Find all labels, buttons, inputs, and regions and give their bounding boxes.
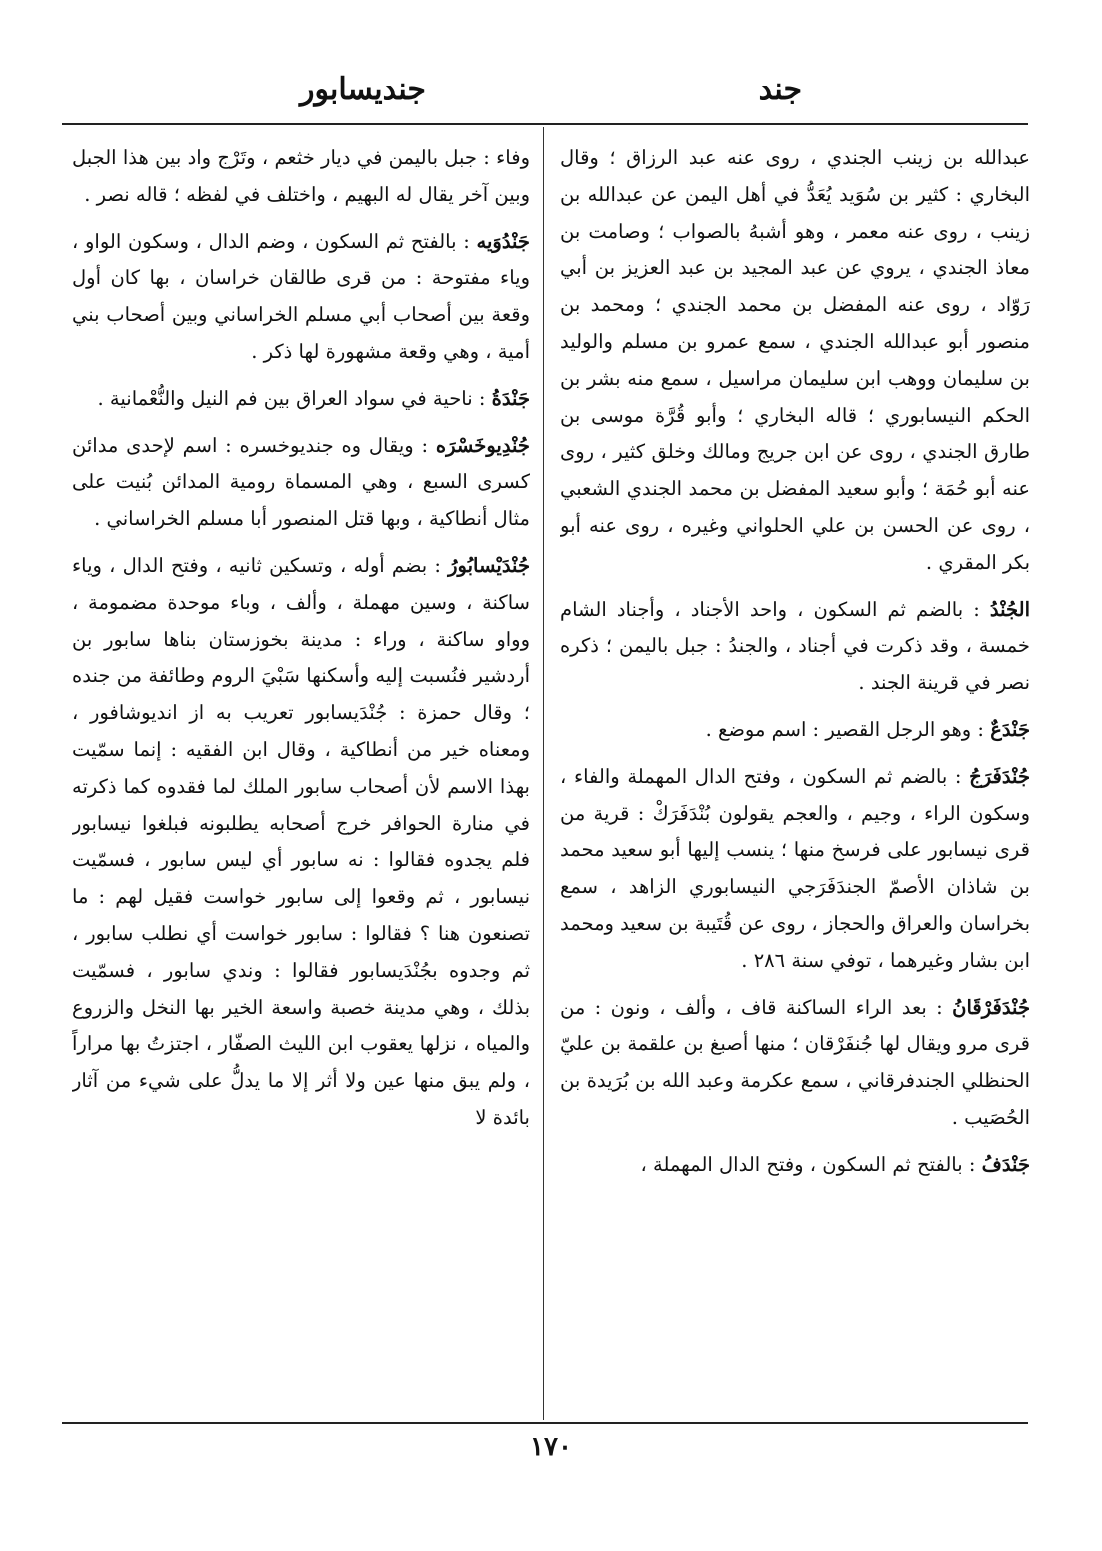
entry-jundiyukhusrah: جُنْدِيوخَسْرَه : ويقال وه جنديوخسره : اسم لإحدى مدائن كسرى السبع ، وهي المسماة رومية المدائن بُنيت على مثال أنطاكية ، وبها قتل المنصور أبا مسلم الخراساني . (72, 433, 530, 531)
entry-continuation: عبدالله بن زينب الجندي ، روى عنه عبد الرزاق ؛ وقال البخاري : كثير بن سُوَيد يُعَدُّ في أهل اليمن عن عبدالله بن زينب ، روى عنه معمر ، وهو أشبهُ بالصواب ؛ وصامت بن معاذ الجندي ، يروي عن عبد المجيد بن عبد العزيز بن أبي رَوّاد ، روى عنه المفضل بن محمد الجندي ؛ ومحمد بن منصور أبو عبدالله الجندي ، سمع عمرو بن مسلم والوليد بن سليمان ووهب ابن سليمان مراسيل ، سمع منه بشر بن الحكم النيسابوري ؛ قاله البخاري ؛ وأبو قُرَّة موسى بن طارق الجندي ، روى عن ابن جريج ومالك وخلق كثير ، روى عنه أبو حُمَة ؛ وأبو سعيد المفضل بن محمد الجندي الشعبي ، روى عن الحسن بن علي الحلواني وغيره ، روى عنه أبو بكر المقري . (560, 146, 1030, 574)
footer-rule (62, 1422, 1028, 1424)
column-divider (543, 127, 544, 1420)
entry-al-jund: الجُنْدُ : بالضم ثم السكون ، واحد الأجناد ، وأجناد الشام خمسة ، وقد ذكرت في أجناد ، والجندُ : جبل باليمن ؛ ذكره نصر في قرينة الجند . (560, 597, 1030, 695)
headword: جُنْدَفَرَجُ (969, 764, 1030, 788)
headword: جُنْدَفَرْقَانُ (952, 995, 1030, 1019)
headword: جُنْدِيوخَسْرَه (435, 433, 530, 457)
page-number: ١٧٠ (530, 1432, 572, 1462)
entry-jandah: جَنْدَةُ : ناحية في سواد العراق بين فم النيل والنُّعْمانية . (97, 386, 530, 410)
entry-jundaysabur: جُنْدَيْسابُورُ : بضم أوله ، وتسكين ثانيه ، وفتح الدال ، وياء ساكنة ، وسين مهملة ، وألف ، وباء موحدة مضمومة ، وواو ساكنة ، وراء : مدينة بخوزستان بناها سابور بن أردشير فنُسبت إليه وأسكنها سَبْيَ الروم وطائفة من جنده ؛ وقال حمزة : جُنْدَيسابور تعريب به از انديوشافور ، ومعناه خير من أنطاكية ، وقال ابن الفقيه : إنما سمّيت بهذا الاسم لأن أصحاب سابور الملك لما فقدوه كما ذكرته في منارة الحوافر خرج أصحابه يطلبونه فبلغوا نيسابور فلم يجدوه فقالوا : نه سابور أي ليس سابور ، فسمّيت نيسابور ، ثم وقعوا إلى سابور خواست فقيل لهم : ما تصنعون هنا ؟ فقالوا : سابور خواست أي نطلب سابور ، ثم وجدوه بجُنْدَيسابور فقالوا : وندي سابور ، فسمّيت بذلك ، وهي مدينة خصبة واسعة الخير بها النخل والزروع والمياه ، نزلها يعقوب ابن الليث الصفّار ، اجتزتُ بها مراراً ، ولم يبق منها عين ولا أثر إلا ما يدلُّ على شيء من آثار بائدة لا (72, 553, 530, 1129)
entry-jundafaraj: جُنْدَفَرَجُ : بالضم ثم السكون ، وفتح الدال المهملة والفاء ، وسكون الراء ، وجيم ، والعجم يقولون بُنْدَفَرَكْ : قرية من قرى نيسابور على فرسخ منها ؛ ينسب إليها أبو سعيد محمد بن شاذان الأصمّ الجندَفَرَجي النيسابوري الزاهد ، سمع بخراسان والعراق والحجاز ، روى عن قُتَيبة بن سعيد ومحمد ابن بشار وغيرهما ، توفي سنة ٢٨٦ . (560, 764, 1030, 972)
headword: جَنْدَةُ (491, 386, 530, 410)
header-rule (62, 123, 1028, 125)
entry-jundafarqan: جُنْدَفَرْقَانُ : بعد الراء الساكنة قاف ، وألف ، ونون : من قرى مرو ويقال لها جُنفَرْقان ؛ منها أصبغ بن علقمة بن عليّ الحنظلي الجندفرقاني ، سمع عكرمة وعبد الله بن بُرَيدة بن الحُصَيب . (560, 995, 1030, 1129)
entry-jandaa: جَنْدَعٌ : وهو الرجل القصير : اسم موضع . (705, 717, 1030, 741)
entry-jandaf: جَنْدَفُ : بالفتح ثم السكون ، وفتح الدال المهملة ، (640, 1152, 1030, 1176)
running-header-right: جند (758, 72, 802, 107)
running-header-left: جنديسابور (300, 72, 426, 107)
right-column (560, 140, 1030, 1415)
headword: الجُنْدُ (989, 597, 1030, 621)
entry-jandawayh: جَنْدُوَيه : بالفتح ثم السكون ، وضم الدال ، وسكون الواو ، وياء مفتوحة : من قرى طالقان خراسان ، بها كان أول وقعة بين أصحاب أبي مسلم الخراساني وبين أصحاب بني أمية ، وهي وقعة مشهورة لها ذكر . (72, 229, 530, 363)
headword: جُنْدَيْسابُورُ (448, 553, 530, 577)
headword: جَنْدَفُ (981, 1152, 1030, 1176)
headword: جَنْدَعٌ (990, 717, 1030, 741)
left-column (72, 140, 530, 1415)
headword: جَنْدُوَيه (476, 229, 530, 253)
entry-continuation: وفاء : جبل باليمن في ديار خثعم ، وتَرْج واد بين هذا الجبل وبين آخر يقال له البهيم ، واختلف في لفظه ؛ قاله نصر . (72, 146, 530, 206)
